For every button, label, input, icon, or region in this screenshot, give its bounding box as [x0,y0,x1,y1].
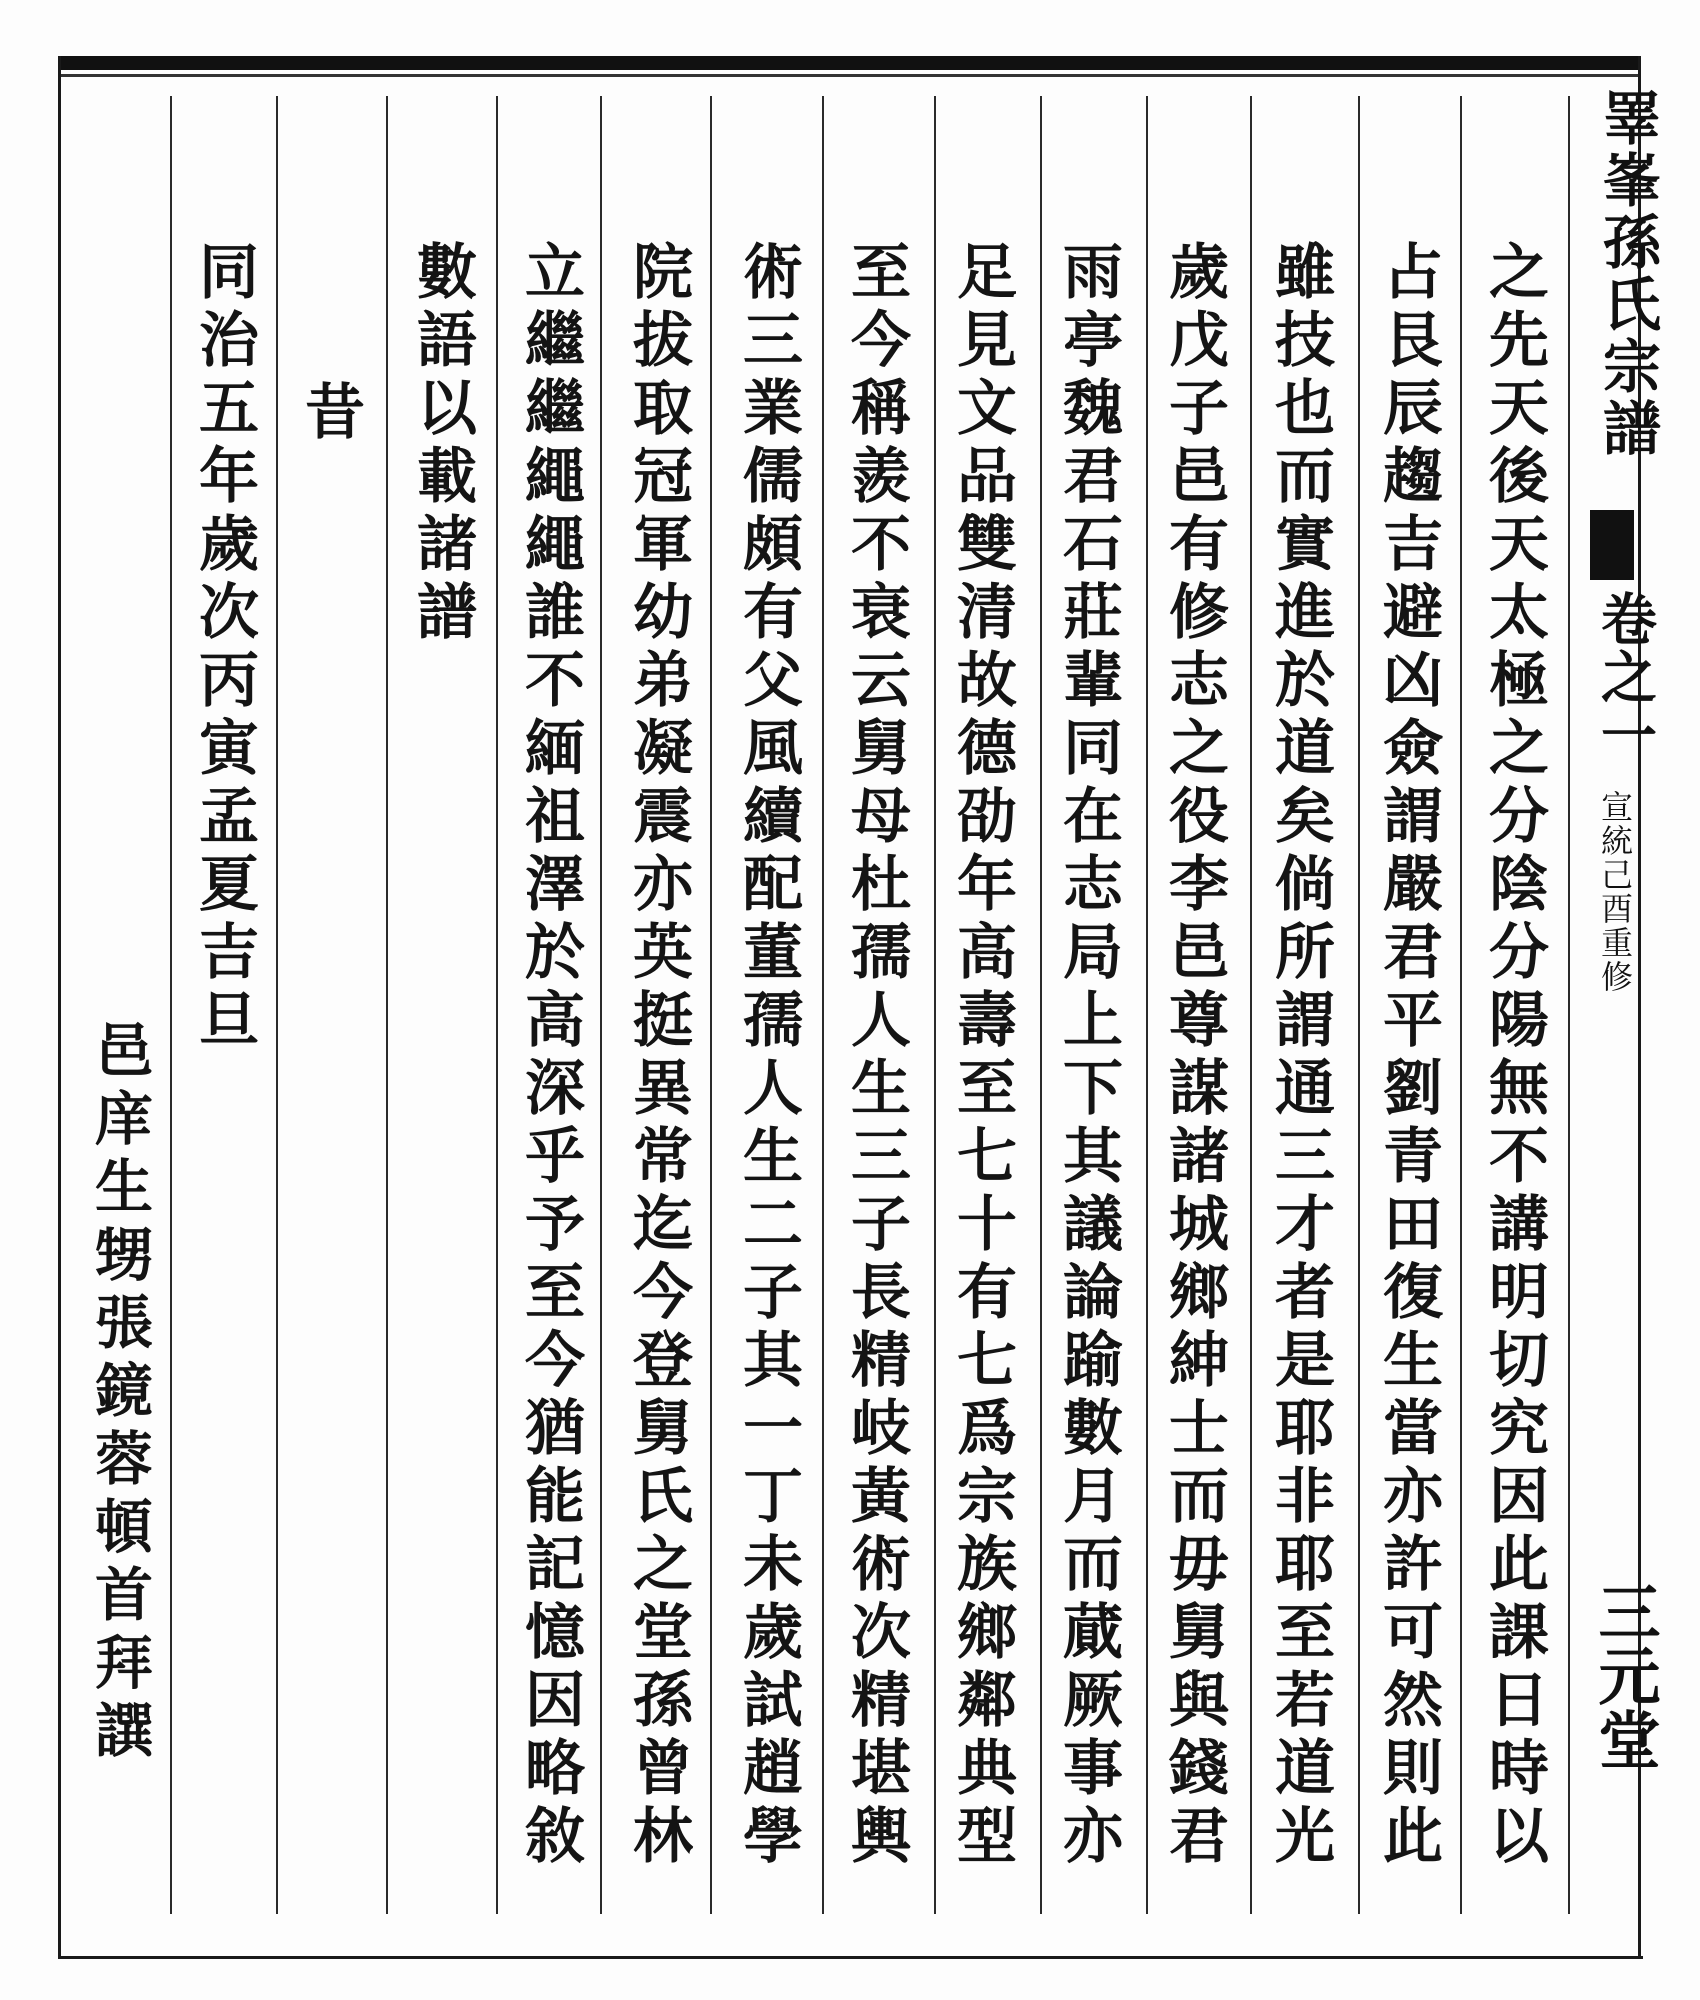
column-divider [1568,96,1570,1914]
text-column-4: 歲戊子邑有修志之役李邑尊謀諸城鄉紳士而毋舅與錢君 [1159,240,1229,1872]
fish-tail-mark [1590,510,1634,580]
column-divider [1146,96,1148,1914]
book-title: 睪峯孫氏宗譜 [1593,88,1661,460]
column-divider [496,96,498,1914]
column-divider [386,96,388,1914]
date-column: 同治五年歲次丙寅孟夏吉旦 [189,240,259,1056]
text-column-10: 立繼繼繩繩誰不緬祖澤於高深乎予至今猶能記憶因略敘 [515,240,585,1872]
column-divider [710,96,712,1914]
column-divider [170,96,172,1914]
text-column-8: 術三業儒頗有父風續配董孺人生二子其一丁未歲試趙學 [733,240,803,1872]
edition-note: 宣統己酉重修 [1596,790,1634,994]
column-divider [822,96,824,1914]
column-divider [600,96,602,1914]
text-column-9: 院拔取冠軍幼弟凝震亦英挺異常迄今登舅氏之堂孫曾林 [623,240,693,1872]
column-divider [1358,96,1360,1914]
text-column-1: 之先天後天太極之分陰分陽無不講明切究因此課日時以 [1479,240,1549,1872]
column-divider [1250,96,1252,1914]
text-column-6: 足見文品雙清故德劭年高壽至七十有七爲宗族鄉鄰典型 [947,240,1017,1872]
text-column-7: 至今稱羨不衰云舅母杜孺人生三子長精岐黃術次精堪輿 [841,240,911,1872]
text-column-3: 雖技也而實進於道矣倘所謂通三才者是耶非耶至若道光 [1265,240,1335,1872]
volume-label: 卷之一 [1592,590,1658,764]
hall-name: 三元堂 [1588,1580,1661,1772]
text-column-5: 雨亭魏君石莊輩同在志局上下其議論踰數月而蕆厥事亦 [1053,240,1123,1872]
column-divider [276,96,278,1914]
text-column-2: 占艮辰趨吉避凶僉謂嚴君平劉青田復生當亦許可然則此 [1373,240,1443,1872]
text-column-11: 數語以載諸譜 [407,240,477,648]
column-divider [1460,96,1462,1914]
author-signature: 邑庠生甥張鏡蓉頓首拜譔 [85,1020,153,1768]
column-divider [934,96,936,1914]
text-column-12: 昔 [295,380,365,448]
column-divider [1040,96,1042,1914]
